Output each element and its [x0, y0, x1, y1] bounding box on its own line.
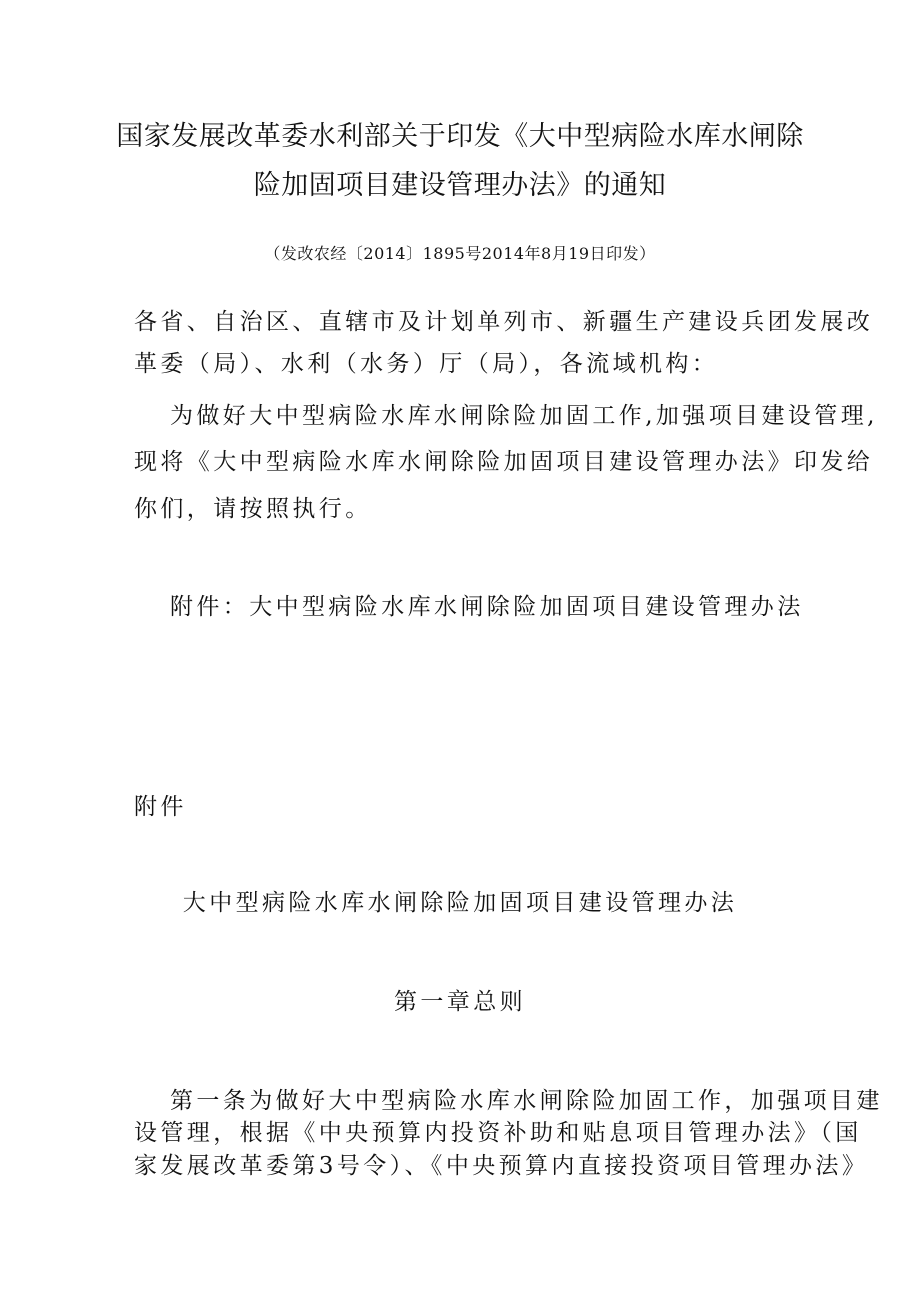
document-title-line-1: 国家发展改革委水利部关于印发《大中型病险水库水闸除	[116, 121, 804, 152]
chapter-heading: 第一章总则	[394, 989, 526, 1015]
appendix-title: 大中型病险水库水闸除险加固项目建设管理办法	[182, 890, 738, 916]
article-line-3: 家发展改革委第3号令）、《中央预算内直接投资项目管理办法》	[134, 1153, 869, 1179]
body-line-3: 你们，请按照执行。	[134, 496, 372, 522]
body-line-2: 现将《大中型病险水库水闸除险加固项目建设管理办法》印发给	[134, 449, 874, 475]
addressee-line-2: 革委（局）、水利（水务）厅（局），各流域机构：	[134, 351, 719, 377]
appendix-label: 附件	[134, 794, 187, 820]
body-line-1: 为做好大中型病险水库水闸除险加固工作,加强项目建设管理,	[170, 403, 878, 429]
attachment-line: 附件：大中型病险水库水闸除险加固项目建设管理办法	[170, 594, 804, 620]
article-line-2: 设管理，根据《中央预算内投资补助和贴息项目管理办法》（国	[134, 1120, 862, 1146]
article-line-1: 第一条为做好大中型病险水库水闸除险加固工作，加强项目建	[170, 1088, 883, 1114]
issue-info: （发改农经〔2014〕1895号2014年8月19日印发）	[264, 244, 656, 263]
document-title-line-2: 险加固项目建设管理办法》的通知	[253, 170, 667, 201]
addressee-line-1: 各省、自治区、直辖市及计划单列市、新疆生产建设兵团发展改	[134, 309, 874, 335]
